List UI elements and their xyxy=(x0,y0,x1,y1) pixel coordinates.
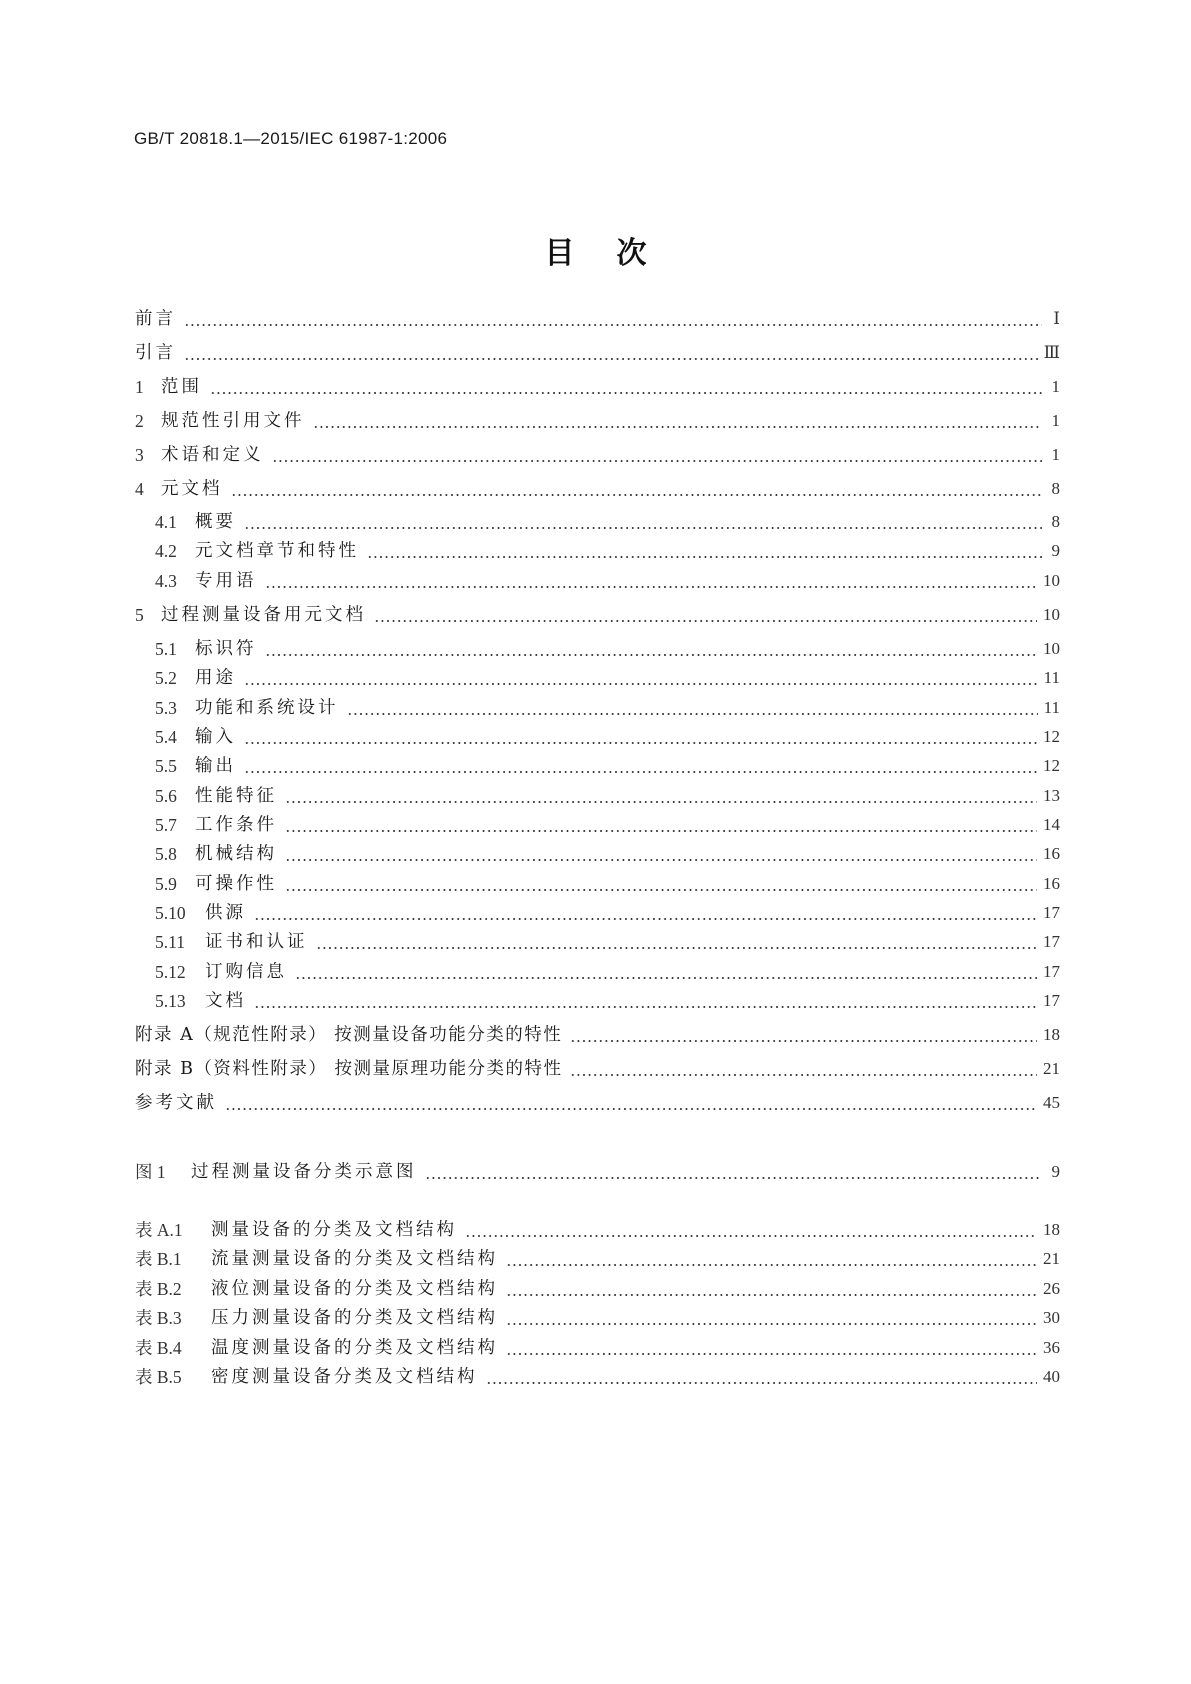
table-entry-b1[interactable] xyxy=(135,1247,1060,1271)
dot-leader xyxy=(254,901,1037,925)
toc-entry-text: 机械结构 xyxy=(195,844,277,864)
dot-leader xyxy=(265,637,1038,661)
toc-entry-text: 参考文献 xyxy=(135,1093,217,1113)
toc-entry-page: Ⅰ xyxy=(1053,309,1060,328)
dot-leader xyxy=(225,1091,1037,1115)
toc-entry-number: 4.1 xyxy=(155,512,177,532)
toc-entry-number: 4 xyxy=(135,479,144,499)
toc-entry-number: 5.10 xyxy=(155,903,186,923)
table-entry-number: 表 B.5 xyxy=(135,1367,182,1387)
toc-entry-text: 性能特征 xyxy=(195,786,277,806)
toc-entry-text: 元文档 xyxy=(161,479,223,499)
figure-entry-number: 图 1 xyxy=(135,1162,166,1182)
dot-leader xyxy=(486,1365,1038,1389)
table-entry-text: 温度测量设备的分类及文档结构 xyxy=(211,1338,498,1358)
toc-entry-text: 输出 xyxy=(195,756,236,776)
toc-entry-number: 5 xyxy=(135,605,144,625)
toc-entry-text: 可操作性 xyxy=(195,874,277,894)
page-title: 目次 xyxy=(544,236,689,271)
table-entry-page: 21 xyxy=(1043,1249,1060,1268)
toc-entry-number: 5.12 xyxy=(155,962,186,982)
toc-entry-number: 5.7 xyxy=(155,815,177,835)
toc-entry-page: 11 xyxy=(1043,668,1060,687)
toc-entry-page: 17 xyxy=(1043,991,1060,1010)
dot-leader xyxy=(231,477,1043,501)
toc-entry-page: 16 xyxy=(1043,844,1060,863)
toc-entry-page: 17 xyxy=(1043,962,1060,981)
toc-entry-page: 9 xyxy=(1051,541,1060,560)
toc-entry-annex-b[interactable] xyxy=(135,1057,1060,1081)
toc-entry-number: 5.6 xyxy=(155,786,177,806)
toc-entry-page: 16 xyxy=(1043,874,1060,893)
toc-entry-page: 8 xyxy=(1051,479,1060,498)
toc-entry-number: 5.5 xyxy=(155,756,177,776)
toc-entry-text: 用途 xyxy=(195,668,236,688)
toc-entry-text: 证书和认证 xyxy=(205,932,308,952)
toc-entry-text: 规范性引用文件 xyxy=(161,411,305,431)
dot-leader xyxy=(184,341,1038,365)
toc-entry-5[interactable] xyxy=(135,603,1060,627)
toc-entry-text: 前言 xyxy=(135,309,176,329)
dot-leader xyxy=(570,1057,1037,1081)
toc-entry-text: 专用语 xyxy=(195,571,257,591)
dot-leader xyxy=(285,784,1037,808)
toc-entry-5-2[interactable] xyxy=(155,666,1060,690)
dot-leader xyxy=(285,842,1037,866)
toc-entry-text: 订购信息 xyxy=(205,962,287,982)
toc-entry-page: Ⅲ xyxy=(1043,343,1060,362)
toc-entry-text: 文档 xyxy=(205,991,246,1011)
table-entry-page: 36 xyxy=(1043,1338,1060,1357)
table-entry-page: 26 xyxy=(1043,1279,1060,1298)
dot-leader xyxy=(465,1218,1037,1242)
table-entry-number: 表 B.1 xyxy=(135,1249,182,1269)
toc-entry-page: 12 xyxy=(1043,756,1060,775)
toc-entry-5-11[interactable] xyxy=(155,930,1060,954)
table-entry-b3[interactable] xyxy=(135,1306,1060,1330)
table-entry-text: 液位测量设备的分类及文档结构 xyxy=(211,1279,498,1299)
toc-entry-page: 10 xyxy=(1043,639,1060,658)
dot-leader xyxy=(285,872,1037,896)
table-entry-text: 测量设备的分类及文档结构 xyxy=(211,1220,457,1240)
toc-entry-number: 5.1 xyxy=(155,639,177,659)
table-entry-b2[interactable] xyxy=(135,1277,1060,1301)
toc-entry-bibliography[interactable] xyxy=(135,1091,1060,1115)
toc-entry-annex-a[interactable] xyxy=(135,1023,1060,1047)
toc-entry-page: 1 xyxy=(1051,377,1060,396)
toc-entry-number: 5.11 xyxy=(155,932,185,952)
dot-leader xyxy=(570,1023,1037,1047)
toc-entry-number: 5.3 xyxy=(155,698,177,718)
dot-leader xyxy=(244,666,1038,690)
figure-entry-text: 过程测量设备分类示意图 xyxy=(191,1162,417,1182)
toc-entry-number: 5.4 xyxy=(155,727,177,747)
toc-entry-number: 5.2 xyxy=(155,668,177,688)
dot-leader xyxy=(295,960,1037,984)
toc-entry-text: 附录 B（资料性附录） 按测量原理功能分类的特性 xyxy=(135,1059,563,1079)
toc-entry-text: 输入 xyxy=(195,727,236,747)
dot-leader xyxy=(425,1160,1043,1184)
table-entry-text: 流量测量设备的分类及文档结构 xyxy=(211,1249,498,1269)
dot-leader xyxy=(506,1247,1037,1271)
toc-entry-3[interactable] xyxy=(135,443,1060,467)
dot-leader xyxy=(244,754,1037,778)
toc-entry-page: 18 xyxy=(1043,1025,1060,1044)
toc-entry-5-10[interactable] xyxy=(155,901,1060,925)
table-entry-text: 压力测量设备的分类及文档结构 xyxy=(211,1308,498,1328)
table-entry-page: 40 xyxy=(1043,1367,1060,1386)
toc-entry-introduction[interactable] xyxy=(135,341,1060,365)
toc-entry-1[interactable] xyxy=(135,375,1060,399)
table-entry-number: 表 A.1 xyxy=(135,1220,183,1240)
toc-entry-text: 工作条件 xyxy=(195,815,277,835)
toc-entry-page: 21 xyxy=(1043,1059,1060,1078)
toc-entry-number: 5.8 xyxy=(155,844,177,864)
toc-entry-5-9[interactable] xyxy=(155,872,1060,896)
toc-entry-page: 1 xyxy=(1051,445,1060,464)
toc-entry-text: 标识符 xyxy=(195,639,257,659)
toc-entry-foreword[interactable] xyxy=(135,307,1060,331)
toc-entry-number: 5.9 xyxy=(155,874,177,894)
toc-entry-text: 术语和定义 xyxy=(161,445,264,465)
table-entry-b4[interactable] xyxy=(135,1336,1060,1360)
dot-leader xyxy=(184,307,1042,331)
dot-leader xyxy=(272,443,1043,467)
dot-leader xyxy=(285,813,1037,837)
toc-entry-4[interactable] xyxy=(135,477,1060,501)
table-entry-number: 表 B.2 xyxy=(135,1279,182,1299)
dot-leader xyxy=(506,1277,1037,1301)
table-entry-b5[interactable] xyxy=(135,1365,1060,1389)
dot-leader xyxy=(347,696,1038,720)
toc-entry-4-2[interactable] xyxy=(155,539,1060,563)
toc-entry-4-3[interactable] xyxy=(155,569,1060,593)
toc-entry-text: 引言 xyxy=(135,343,176,363)
toc-entry-number: 2 xyxy=(135,411,144,431)
toc-entry-page: 17 xyxy=(1043,932,1060,951)
toc-entry-page: 12 xyxy=(1043,727,1060,746)
dot-leader xyxy=(316,930,1038,954)
table-entry-text: 密度测量设备分类及文档结构 xyxy=(211,1367,478,1387)
toc-entry-text: 附录 A（规范性附录） 按测量设备功能分类的特性 xyxy=(135,1025,563,1045)
table-entry-page: 30 xyxy=(1043,1308,1060,1327)
table-entry-number: 表 B.4 xyxy=(135,1338,182,1358)
table-entry-a1[interactable] xyxy=(135,1218,1060,1242)
toc-entry-number: 3 xyxy=(135,445,144,465)
toc-entry-page: 14 xyxy=(1043,815,1060,834)
toc-entry-text: 范围 xyxy=(161,377,202,397)
toc-entry-number: 1 xyxy=(135,377,144,397)
table-entry-page: 18 xyxy=(1043,1220,1060,1239)
figure-entry-page: 9 xyxy=(1051,1162,1060,1181)
table-entry-number: 表 B.3 xyxy=(135,1308,182,1328)
figure-entry-1[interactable] xyxy=(135,1160,1060,1184)
toc-entry-page: 45 xyxy=(1043,1093,1060,1112)
dot-leader xyxy=(506,1306,1037,1330)
dot-leader xyxy=(265,569,1038,593)
toc-entry-5-8[interactable] xyxy=(155,842,1060,866)
dot-leader xyxy=(506,1336,1037,1360)
standard-code: GB/T 20818.1—2015/IEC 61987-1:2006 xyxy=(134,129,448,148)
toc-entry-5-1[interactable] xyxy=(155,637,1060,661)
toc-entry-number: 4.3 xyxy=(155,571,177,591)
dot-leader xyxy=(367,539,1042,563)
toc-entry-page: 10 xyxy=(1043,571,1060,590)
toc-entry-page: 11 xyxy=(1043,698,1060,717)
dot-leader xyxy=(210,375,1042,399)
toc-entry-5-6[interactable] xyxy=(155,784,1060,808)
toc-entry-5-12[interactable] xyxy=(155,960,1060,984)
toc-entry-text: 元文档章节和特性 xyxy=(195,541,359,561)
toc-entry-text: 概要 xyxy=(195,512,236,532)
toc-entry-5-5[interactable] xyxy=(155,754,1060,778)
toc-entry-5-7[interactable] xyxy=(155,813,1060,837)
toc-entry-text: 供源 xyxy=(205,903,246,923)
toc-entry-page: 1 xyxy=(1051,411,1060,430)
toc-entry-page: 17 xyxy=(1043,903,1060,922)
toc-entry-5-3[interactable] xyxy=(155,696,1060,720)
dot-leader xyxy=(313,409,1043,433)
toc-entry-5-4[interactable] xyxy=(155,725,1060,749)
dot-leader xyxy=(254,989,1037,1013)
dot-leader xyxy=(244,510,1042,534)
toc-entry-number: 5.13 xyxy=(155,991,186,1011)
toc-entry-text: 功能和系统设计 xyxy=(195,698,339,718)
toc-entry-text: 过程测量设备用元文档 xyxy=(161,605,366,625)
toc-entry-number: 4.2 xyxy=(155,541,177,561)
dot-leader xyxy=(244,725,1037,749)
toc-entry-5-13[interactable] xyxy=(155,989,1060,1013)
toc-entry-page: 10 xyxy=(1043,605,1060,624)
toc-entry-2[interactable] xyxy=(135,409,1060,433)
dot-leader xyxy=(374,603,1037,627)
toc-entry-4-1[interactable] xyxy=(155,510,1060,534)
toc-entry-page: 13 xyxy=(1043,786,1060,805)
toc-entry-page: 8 xyxy=(1051,512,1060,531)
